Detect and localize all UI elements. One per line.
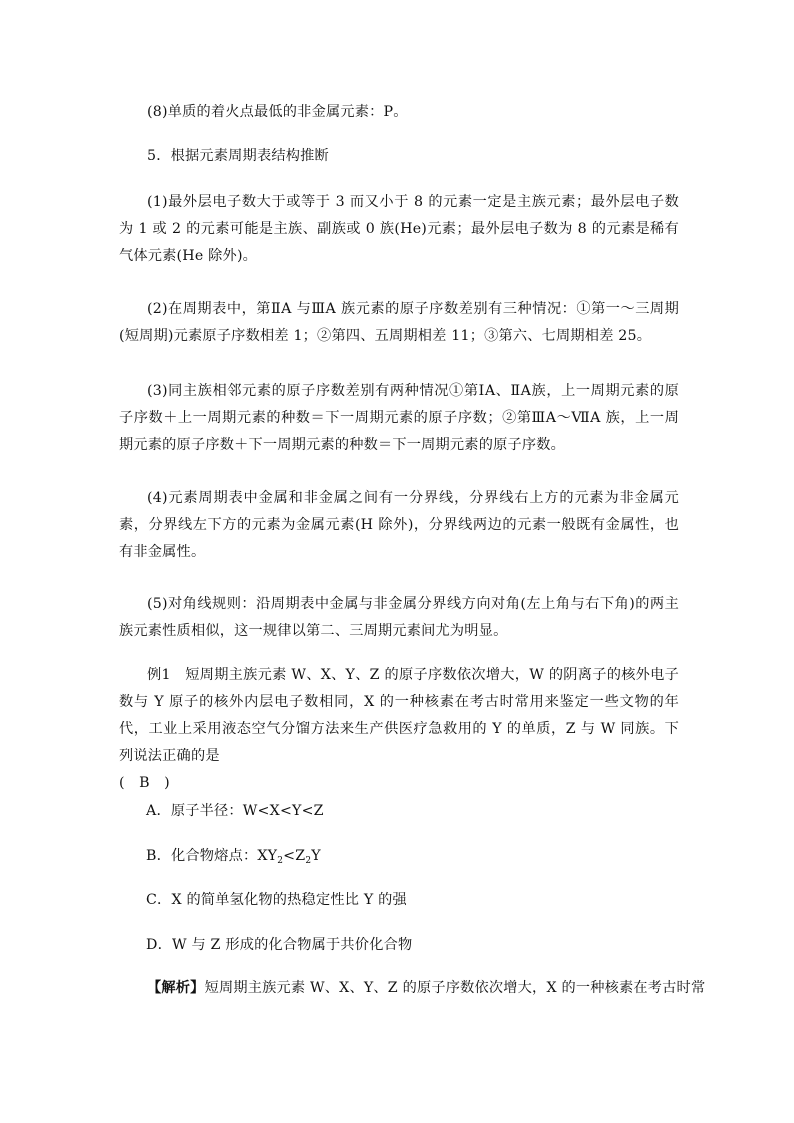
option-c: C．X 的简单氢化物的热稳定性比 Y 的强 [146, 892, 407, 908]
example-label: 例1 [147, 667, 171, 683]
example-answer: ( B ) [119, 775, 170, 791]
paragraph-rule-1: (1)最外层电子数大于或等于 3 而又小于 8 的元素一定是主族元素；最外层电子数为 1 或 2 的元素可能是主族、副族或 0 族(He)元素；最外层电子数为 8 的元素是稀有气体元素(He 除外)。 [119, 194, 679, 264]
example-question [119, 662, 679, 797]
analysis-text: 短周期主族元素 W、X、Y、Z 的原子序数依次增大，X 的一种核素在考古时常 [204, 980, 706, 996]
paragraph-rule-4: (4)元素周期表中金属和非金属之间有一分界线，分界线右上方的元素为非金属元素，分界线左下方的元素为金属元素(H 除外)，分界线两边的元素一般既有金属性，也有非金属性。 [119, 490, 679, 560]
option-a: A．原子半径：W<X<Y<Z [146, 803, 324, 819]
section-heading-5: 5．根据元素周期表结构推断 [147, 148, 329, 164]
paragraph-rule-3: (3)同主族相邻元素的原子序数差别有两种情况①第ⅠA、ⅡA族，上一周期元素的原子序数＋上一周期元素的种数＝下一周期元素的原子序数；②第ⅢA～ⅦA 族，上一周期元素的原子序数＋下一周期元素的种数＝下一周期元素的原子序数。 [119, 383, 679, 453]
example-text: 短周期主族元素 W、X、Y、Z 的原子序数依次增大，W 的阴离子的核外电子数与 Y 原子的核外内层电子数相同，X 的一种核素在考古时常用来鉴定一些文物的年代，工业上采用液态空气分馏方法来生产供医疗急救用的 Y 的单质，Z 与 W 同族。下列说法正确的是 [119, 667, 679, 764]
analysis-paragraph [147, 975, 705, 1002]
paragraph-rule-5: (5)对角线规则：沿周期表中金属与非金属分界线方向对角(左上角与右下角)的两主族元素性质相似，这一规律以第二、三周期元素间尤为明显。 [119, 596, 679, 639]
option-b: B．化合物熔点：$XY_2<Z_2Y$ [146, 848, 321, 866]
option-d: D．W 与 Z 形成的化合物属于共价化合物 [146, 937, 413, 953]
analysis-label: 【解析】 [147, 980, 205, 996]
paragraph-8: (8)单质的着火点最低的非金属元素：P。 [147, 104, 408, 120]
paragraph-rule-2: (2)在周期表中，第ⅡA 与ⅢA 族元素的原子序数差别有三种情况：①第一～三周期(短周期)元素原子序数相差 1；②第四、五周期相差 11；③第六、七周期相差 25。 [119, 301, 679, 344]
